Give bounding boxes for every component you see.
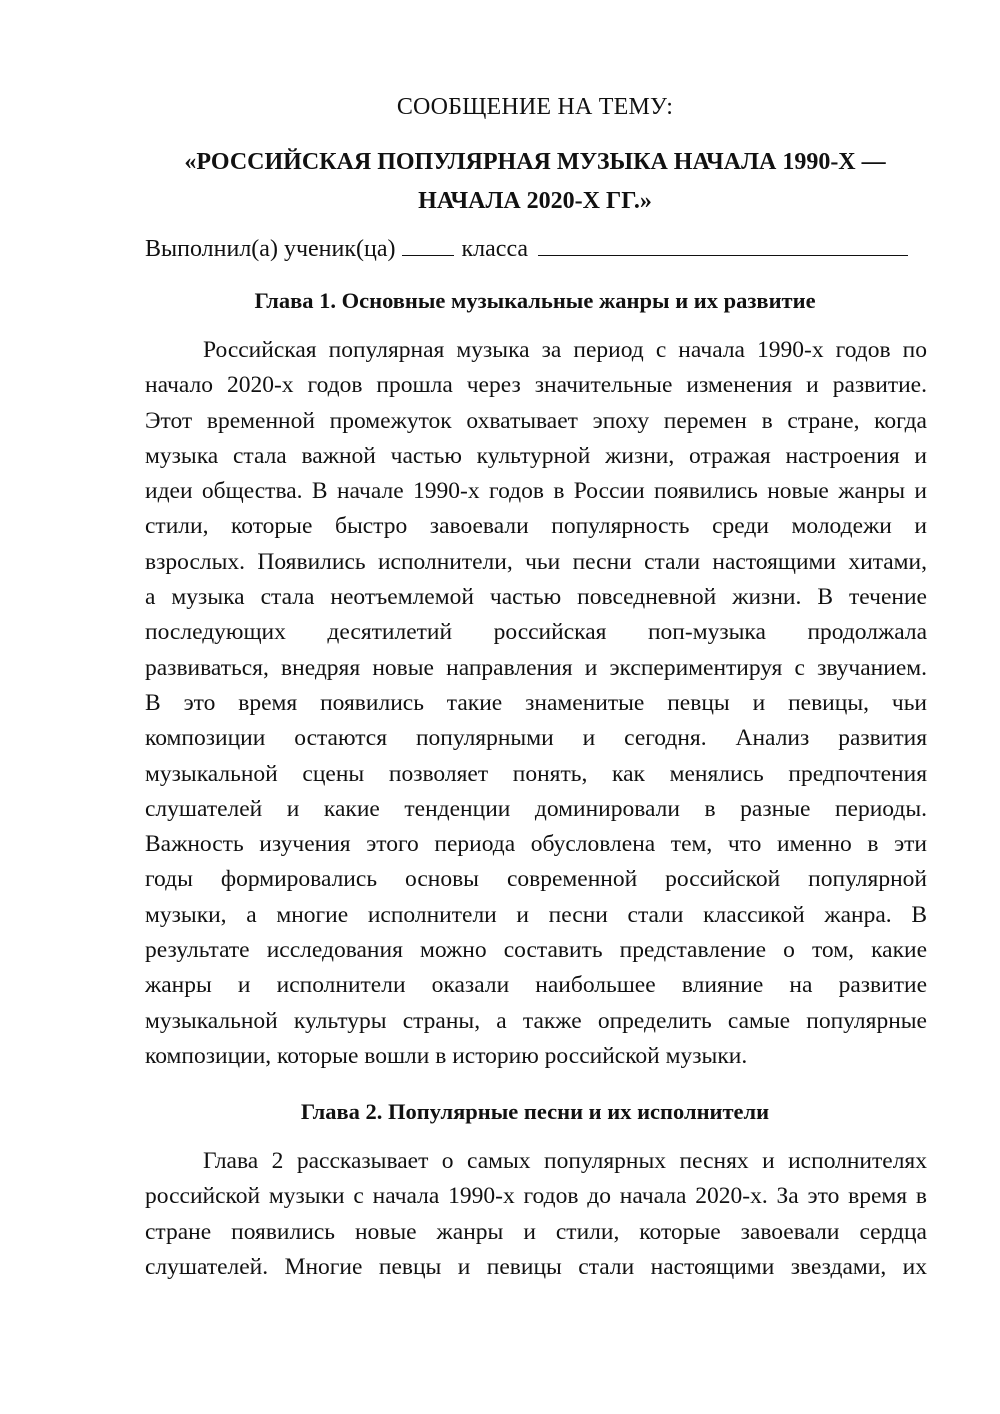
paragraph-line: годы формировались основы современной российской популярной [145, 866, 927, 893]
paragraph-line: последующих десятилетий российская поп-музыка продолжала [145, 619, 927, 646]
paragraph-line: а музыка стала неотъемлемой частью повседневной жизни. В течение [145, 584, 927, 611]
paragraph-line: В это время появились такие знаменитые певцы и певицы, чьи [145, 689, 927, 716]
student-name-blank [538, 233, 908, 256]
title-line-2: НАЧАЛА 2020-Х ГГ.» [418, 188, 652, 214]
paragraph-line: идеи общества. В начале 1990-х годов в России появились новые жанры и [145, 478, 927, 505]
chapter-1-paragraph [145, 333, 927, 1074]
paragraph-line: музыкальной сцены позволяет понять, как менялись предпочтения [145, 760, 927, 787]
paragraph-line: Глава 2 рассказывает о самых популярных песнях и исполнителях [203, 1148, 927, 1174]
document-title [0, 143, 1000, 221]
chapter-1-heading: Глава 1. Основные музыкальные жанры и их развитие [254, 288, 816, 313]
chapter-2-paragraph [145, 1144, 927, 1285]
class-number-blank [402, 233, 454, 256]
paragraph-line: результате исследования можно составить представление о том, какие [145, 937, 927, 964]
paragraph-line: российской музыки с начала 1990-х годов до начала 2020-х. За это время в [145, 1183, 927, 1210]
paragraph-line: Российская популярная музыка за период с начала 1990-х годов по [203, 337, 927, 363]
paragraph-line: развиваться, внедряя новые направления и экспериментируя с звучанием. [145, 654, 927, 681]
title-line-1: «РОССИЙСКАЯ ПОПУЛЯРНАЯ МУЗЫКА НАЧАЛА 1990-Х — [184, 149, 886, 175]
paragraph-line: слушателей. Многие певцы и певицы стали настоящими звездами, их [145, 1253, 927, 1280]
paragraph-line: композиции остаются популярными и сегодня. Анализ развития [145, 725, 927, 752]
paragraph-line: музыка стала важной частью культурной жизни, отражая настроения и [145, 442, 927, 469]
paragraph-line: жанры и исполнители оказали наибольшее влияние на развитие [145, 972, 927, 999]
paragraph-line: музыки, а многие исполнители и песни стали классикой жанра. В [145, 901, 927, 928]
paragraph-line: стране появились новые жанры и стили, которые завоевали сердца [145, 1218, 927, 1245]
chapter-2-heading: Глава 2. Популярные песни и их исполнители [300, 1099, 770, 1124]
topic-label: СООБЩЕНИЕ НА ТЕМУ: [396, 94, 674, 120]
paragraph-line: начало 2020-х годов прошла через значительные изменения и развитие. [145, 372, 927, 399]
author-prefix: Выполнил(а) ученик(ца) [145, 236, 396, 262]
paragraph-line: слушателей и какие тенденции доминировали в разные периоды. [145, 795, 927, 822]
paragraph-line: Этот временной промежуток охватывает эпоху перемен в стране, когда [145, 407, 927, 434]
paragraph-line: Важность изучения этого периода обусловлена тем, что именно в эти [145, 831, 927, 858]
paragraph-line: взрослых. Появились исполнители, чьи песни стали настоящими хитами, [145, 548, 927, 575]
class-word: класса [461, 236, 529, 262]
paragraph-line: музыкальной культуры страны, а также определить самые популярные [145, 1007, 927, 1034]
paragraph-line: стили, которые быстро завоевали популярность среди молодежи и [145, 513, 927, 540]
paragraph-line: композиции, которые вошли в историю российской музыки. [145, 1042, 748, 1069]
author-line [145, 233, 925, 263]
